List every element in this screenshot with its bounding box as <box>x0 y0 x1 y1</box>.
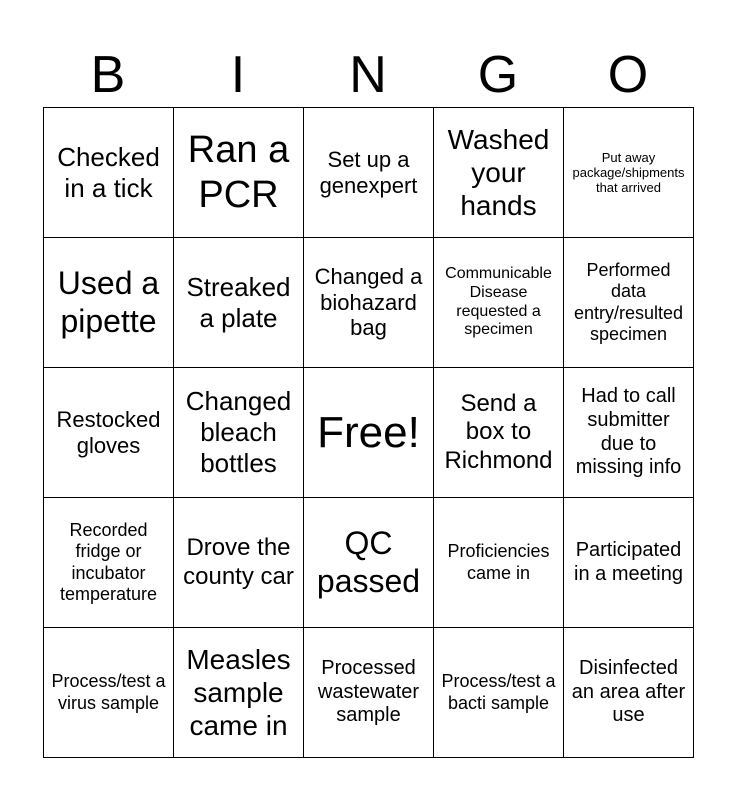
bingo-cell[interactable]: Processed wastewater sample <box>304 628 434 758</box>
free-space-cell[interactable]: Free! <box>304 368 434 498</box>
bingo-cell[interactable]: Restocked gloves <box>44 368 174 498</box>
bingo-cell[interactable]: Process/test a virus sample <box>44 628 174 758</box>
header-letter-b: B <box>90 46 126 104</box>
bingo-cell[interactable]: Drove the county car <box>174 498 304 628</box>
bingo-cell[interactable]: Washed your hands <box>434 108 564 238</box>
bingo-grid <box>43 107 694 758</box>
bingo-cell[interactable]: Put away package/shipments that arrived <box>564 108 694 238</box>
bingo-cell[interactable]: Changed bleach bottles <box>174 368 304 498</box>
bingo-cell[interactable]: Send a box to Richmond <box>434 368 564 498</box>
bingo-cell[interactable]: Participated in a meeting <box>564 498 694 628</box>
header-letter-n: N <box>349 46 387 104</box>
bingo-cell[interactable]: QC passed <box>304 498 434 628</box>
bingo-cell[interactable]: Changed a biohazard bag <box>304 238 434 368</box>
bingo-cell[interactable]: Performed data entry/resulted specimen <box>564 238 694 368</box>
bingo-cell[interactable]: Set up a genexpert <box>304 108 434 238</box>
bingo-cell[interactable]: Used a pipette <box>44 238 174 368</box>
bingo-cell[interactable]: Checked in a tick <box>44 108 174 238</box>
bingo-cell[interactable]: Recorded fridge or incubator temperature <box>44 498 174 628</box>
bingo-header <box>43 42 693 108</box>
header-letter-g: G <box>477 46 519 104</box>
bingo-cell[interactable]: Measles sample came in <box>174 628 304 758</box>
bingo-cell[interactable]: Process/test a bacti sample <box>434 628 564 758</box>
bingo-cell[interactable]: Communicable Disease requested a specimen <box>434 238 564 368</box>
header-letter-o: O <box>607 46 649 104</box>
bingo-cell[interactable]: Disinfected an area after use <box>564 628 694 758</box>
header-letter-i: I <box>230 46 246 104</box>
bingo-cell[interactable]: Ran a PCR <box>174 108 304 238</box>
bingo-cell[interactable]: Had to call submitter due to missing info <box>564 368 694 498</box>
bingo-cell[interactable]: Proficiencies came in <box>434 498 564 628</box>
bingo-cell[interactable]: Streaked a plate <box>174 238 304 368</box>
